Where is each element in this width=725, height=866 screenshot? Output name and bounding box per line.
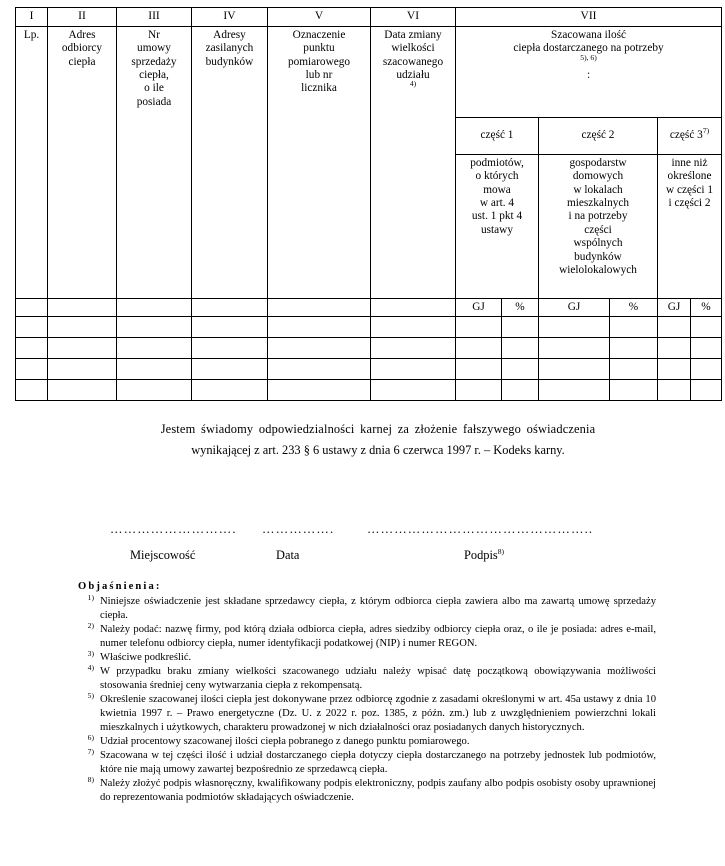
col-header-estimated-heat: Szacowana ilość ciepła dostarczanego na potrzeby $^{5), 6)}$ : (456, 26, 722, 117)
cell-contract[interactable] (117, 359, 192, 380)
cell-date[interactable] (371, 317, 456, 338)
footnote-text: Należy podać: nazwę firmy, pod którą działa odbiorca ciepła, adres siedziby odbiorcy ciepła oraz, o ile je posiada: adres e-mail, numer telefonu odbiorcy ciepła, numer identyfikacji podatkowej (NIP) i numer REGON. (100, 623, 656, 649)
cell-part2-pct[interactable] (610, 359, 658, 380)
table-row-roman-numerals (16, 8, 722, 27)
roman-header-vi: VI (371, 8, 456, 27)
roman-header-iii: III (117, 8, 192, 27)
cell-lp[interactable] (16, 338, 48, 359)
cell-buildings[interactable] (192, 359, 268, 380)
unit-spacer-lp (16, 298, 48, 316)
table-row[interactable] (16, 338, 722, 359)
cell-part1-pct[interactable] (502, 380, 539, 401)
cell-contract[interactable] (117, 380, 192, 401)
part-label-2: część 2 (539, 117, 658, 154)
signature-area (0, 515, 725, 575)
cell-date[interactable] (371, 359, 456, 380)
cell-part3-gj[interactable] (658, 338, 691, 359)
table-row[interactable] (16, 359, 722, 380)
cell-buildings[interactable] (192, 338, 268, 359)
unit-part1-pct: % (502, 298, 539, 316)
cell-measurement[interactable] (268, 338, 371, 359)
footnote-text: Niniejsze oświadczenie jest składane sprzedawcy ciepła, z którym odbiorca ciepła zawiera albo ma zawartą umowę sprzedaży ciepła. (100, 595, 656, 621)
cell-part2-gj[interactable] (539, 380, 610, 401)
footnote-ref-4: 4) (409, 79, 417, 89)
cell-part3-pct[interactable] (691, 317, 722, 338)
signature-dotted-line[interactable]: ………………………………………….. (367, 522, 594, 536)
cell-part1-pct[interactable] (502, 338, 539, 359)
cell-address[interactable] (48, 380, 117, 401)
roman-header-i: I (16, 8, 48, 27)
cell-part3-gj[interactable] (658, 359, 691, 380)
table-row[interactable] (16, 380, 722, 401)
roman-header-vii: VII (456, 8, 722, 27)
cell-address[interactable] (48, 359, 117, 380)
unit-part2-gj: GJ (539, 298, 610, 316)
col-header-contract-number: Nr umowy sprzedaży ciepła, o ile posiada (117, 26, 192, 298)
cell-lp[interactable] (16, 359, 48, 380)
footnote-number: 5) (87, 691, 94, 701)
cell-part3-gj[interactable] (658, 380, 691, 401)
cell-part2-gj[interactable] (539, 338, 610, 359)
cell-measurement[interactable] (268, 317, 371, 338)
cell-date[interactable] (371, 380, 456, 401)
roman-header-iv: IV (192, 8, 268, 27)
date-dotted-line[interactable]: ……………. (262, 522, 335, 536)
cell-part1-gj[interactable] (456, 338, 502, 359)
unit-part3-gj: GJ (658, 298, 691, 316)
unit-spacer-address (48, 298, 117, 316)
table-row-column-headers (16, 26, 722, 117)
part-desc-1: podmiotów, o których mowa w art. 4 ust. 1 pkt 4 ustawy (456, 154, 539, 298)
footnote-number: 6) (87, 733, 94, 743)
criminal-liability-declaration (108, 419, 648, 462)
label-podpis: Podpis$^{8)}$ (464, 546, 505, 562)
footnote-number: 8) (87, 775, 94, 785)
unit-spacer-contract (117, 298, 192, 316)
cell-part1-gj[interactable] (456, 317, 502, 338)
declaration-line-1: Jestem świadomy odpowiedzialności karnej za złożenie fałszywego oświadczenia (160, 422, 596, 436)
cell-lp[interactable] (16, 380, 48, 401)
label-data: Data (276, 548, 300, 562)
cell-part3-pct[interactable] (691, 338, 722, 359)
declaration-line-2: wynikającej z art. 233 § 6 ustawy z dnia 6 czerwca 1997 r. – Kodeks karny. (191, 443, 565, 458)
cell-part3-pct[interactable] (691, 380, 722, 401)
col-header-lp: Lp. (16, 26, 48, 298)
footnote-text: Należy złożyć podpis własnoręczny, kwalifikowany podpis elektroniczny, podpis zaufany albo podpis osobisty osoby uprawnionej do reprezentowania podmiotów składających oświadczenie. (100, 777, 656, 803)
cell-lp[interactable] (16, 317, 48, 338)
cell-part3-pct[interactable] (691, 359, 722, 380)
cell-contract[interactable] (117, 338, 192, 359)
footnote-text: W przypadku braku zmiany wielkości szacowanego udziału należy wpisać datę początkową obowiązywania możliwości stosowania średniej ceny wytwarzania ciepła z rekompensatą. (100, 665, 656, 691)
cell-part2-pct[interactable] (610, 380, 658, 401)
footnote-number: 7) (87, 747, 94, 757)
roman-header-v: V (268, 8, 371, 27)
heat-declaration-table (15, 7, 722, 401)
part-label-3: część 3$^{7)}$ (658, 117, 722, 154)
cell-buildings[interactable] (192, 380, 268, 401)
footnote-text: Szacowana w tej części ilość i udział dostarczanego ciepła dotyczy ciepła dostarczanego na potrzeby jednostek lub podmiotów, które nie mają umowy zawartej bezpośrednio ze sprzedawcą ciepła. (100, 749, 656, 775)
unit-part3-pct: % (691, 298, 722, 316)
col-header-measurement-point: Oznaczenie punktu pomiarowego lub nr licznika (268, 26, 371, 298)
place-dotted-line[interactable]: ………………………. (110, 522, 237, 536)
footnote-item (78, 749, 656, 777)
cell-measurement[interactable] (268, 380, 371, 401)
cell-buildings[interactable] (192, 317, 268, 338)
unit-part2-pct: % (610, 298, 658, 316)
cell-part1-gj[interactable] (456, 380, 502, 401)
footnote-text: Udział procentowy szacowanej ilości ciepła pobranego z danego punktu pomiarowego. (100, 735, 470, 747)
footnote-text: Określenie szacowanej ilości ciepła jest dokonywane przez odbiorcę zgodnie z zasadami określonymi w art. 45a ustawy z dnia 10 kwietnia 1997 r. – Prawo energetyczne (Dz. U. z 2022 r. poz. 1385, z późn. zm.) lub z uwzględnieniem powierzchni lokali mieszkalnych i użytkowych, charakteru prowadzonej w nich działalności oraz posiadanych danych historycznych. (100, 693, 656, 733)
heat-declaration-table-container (15, 7, 714, 401)
unit-spacer-date (371, 298, 456, 316)
footnote-ref-8: 8) (497, 546, 505, 556)
footnotes-heading: Objaśnienia: (78, 581, 162, 592)
cell-part1-pct[interactable] (502, 359, 539, 380)
footnote-item (78, 665, 656, 693)
cell-address[interactable] (48, 317, 117, 338)
footnote-item (78, 693, 656, 735)
footnote-text: Właściwe podkreślić. (100, 651, 192, 663)
cell-address[interactable] (48, 338, 117, 359)
table-row[interactable] (16, 317, 722, 338)
col-header-building-addresses: Adresy zasilanych budynków (192, 26, 268, 298)
footnote-ref-7: 7) (702, 126, 710, 136)
cell-part2-gj[interactable] (539, 317, 610, 338)
table-row-units (16, 298, 722, 316)
cell-date[interactable] (371, 338, 456, 359)
unit-part1-gj: GJ (456, 298, 502, 316)
footnotes-section (78, 580, 656, 805)
cell-part1-pct[interactable] (502, 317, 539, 338)
unit-spacer-buildings (192, 298, 268, 316)
cell-part2-gj[interactable] (539, 359, 610, 380)
cell-part2-pct[interactable] (610, 338, 658, 359)
part-desc-2: gospodarstw domowych w lokalach mieszkalnych i na potrzeby części wspólnych budynków wielolokalowych (539, 154, 658, 298)
footnote-item (78, 623, 656, 651)
part-desc-3: inne niż określone w części 1 i części 2 (658, 154, 722, 298)
footnote-number: 1) (87, 593, 94, 603)
label-miejscowosc: Miejscowość (130, 548, 196, 562)
cell-part1-gj[interactable] (456, 359, 502, 380)
col-header-change-date: Data zmiany wielkości szacowanego udziału $^{4)}$ (371, 26, 456, 298)
footnote-number: 2) (87, 621, 94, 631)
footnote-item (78, 651, 656, 665)
unit-spacer-measurement (268, 298, 371, 316)
part-label-1: część 1 (456, 117, 539, 154)
col-header-address: Adres odbiorcy ciepła (48, 26, 117, 298)
footnote-ref-5-6: 5), 6) (580, 52, 597, 62)
cell-measurement[interactable] (268, 359, 371, 380)
footnote-item (78, 777, 656, 805)
footnote-item (78, 735, 656, 749)
footnote-item (78, 595, 656, 623)
cell-contract[interactable] (117, 317, 192, 338)
cell-part2-pct[interactable] (610, 317, 658, 338)
footnote-number: 4) (87, 663, 94, 673)
roman-header-ii: II (48, 8, 117, 27)
footnote-number: 3) (87, 649, 94, 659)
cell-part3-gj[interactable] (658, 317, 691, 338)
